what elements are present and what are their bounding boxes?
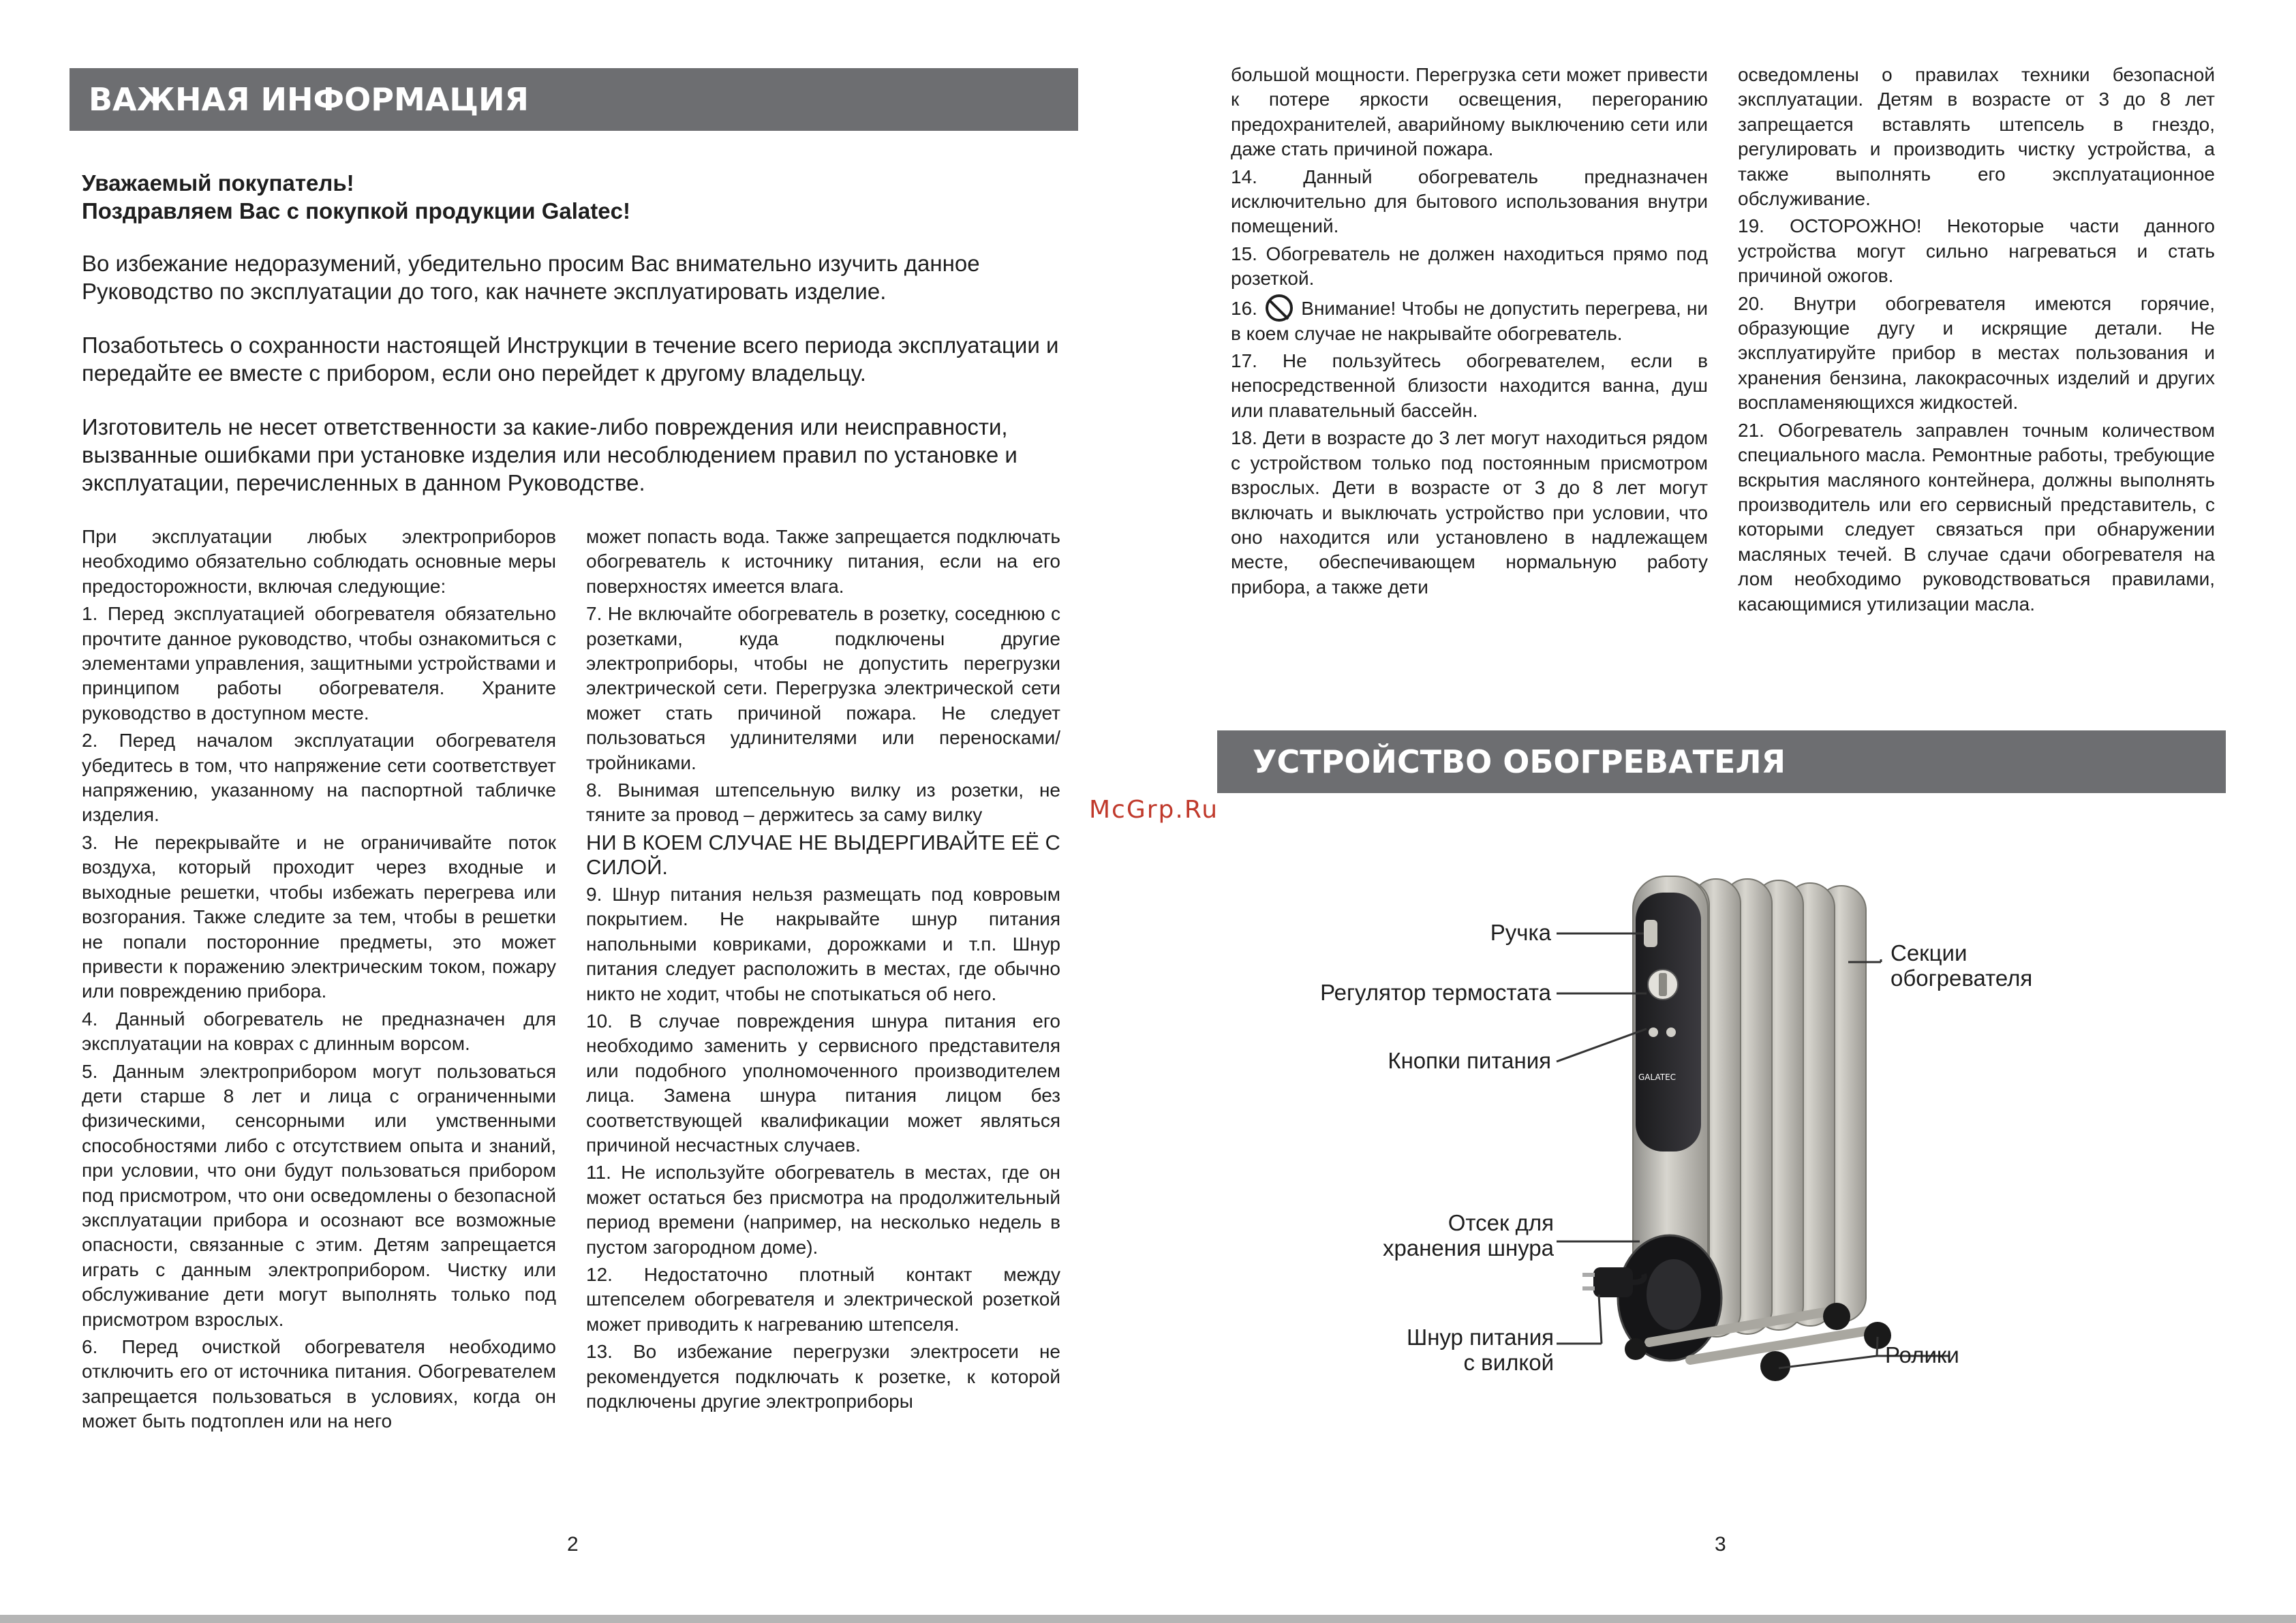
- no-cover-icon: [1266, 294, 1293, 322]
- page-number-right: 3: [1715, 1533, 1726, 1556]
- paragraph: 14. Данный обогреватель предназначен исключительно для бытового использования внутри помещений.: [1231, 166, 1708, 237]
- label-thermostat: [1240, 980, 1551, 1005]
- paragraph-item-16: [1231, 294, 1708, 346]
- paragraph: При эксплуатации любых электроприборов необходимо обязательно соблюдать основные меры предосторожности, включая следующие:: [82, 526, 556, 597]
- label-handle: [1363, 920, 1551, 945]
- text-column-3: [1231, 63, 1708, 602]
- paragraph: 13. Во избежание перегрузки электросети не рекомендуется подключать к розетке, к которой подключены другие электроприборы: [586, 1341, 1060, 1412]
- paragraph: осведомлены о правилах техники безопасной эксплуатации. Детям в возрасте от 3 до 8 лет запрещается вставлять штепсель в гнездо, регулировать и производить чистку устройства, а также выполнять его эксплуатационное обслуживание.: [1738, 64, 2215, 210]
- paragraph: 1. Перед эксплуатацией обогревателя обязательно прочтите данное руководство, чтобы ознакомиться с элементами управления, защитными устройствами и принципом работы обогревателя. Храните руководство в доступном месте.: [82, 603, 556, 724]
- paragraph: 15. Обогреватель не должен находиться прямо под розеткой.: [1231, 243, 1708, 290]
- heater-body: [1582, 876, 1891, 1381]
- paragraph: 19. ОСТОРОЖНО! Некоторые части данного устройства могут сильно нагреваться и стать причиной ожогов.: [1738, 215, 2215, 287]
- label-sections: [1891, 940, 2095, 991]
- intro-block: [82, 169, 1063, 523]
- paragraph: 20. Внутри обогревателя имеются горячие, образующие дугу и искрящие детали. Не эксплуатируйте прибор в местах пользования и хранения бензина, лакокрасочных изделий и других воспламеняющихся жидкостей.: [1738, 292, 2215, 414]
- label-rollers: [1885, 1342, 2021, 1367]
- greeting-line-2: Поздравляем Вас с покупкой продукции Galatec!: [82, 198, 630, 223]
- label-sections-line-1: Секции: [1891, 940, 1968, 965]
- item-16-text: Внимание! Чтобы не допустить перегрева, ни в коем случае не накрывайте обогреватель.: [1231, 297, 1709, 344]
- paragraph: 7. Не включайте обогреватель в розетку, соседнюю с розетками, куда подключены другие электроприборы, чтобы не допустить перегрузки электрической сети. Перегрузка электрической сети может стать причиной пожара. Не следует пользоваться удлинителями или переносками/тройниками.: [586, 603, 1060, 773]
- paragraph: 5. Данным электроприбором могут пользоваться дети старше 8 лет и лица с ограниченными физическими, сенсорными или умственными способностями либо с отсутствием опыта и знаний, при условии, что они будут пользоваться прибором под присмотром, что они осведомлены о безопасной эксплуатации прибора и осознают все возможные опасности, связанные с этим. Детям запрещается играть с данным электроприбором. Чистку или обслуживание дети могут выполнять только под присмотром взрослых.: [82, 1060, 556, 1330]
- intro-paragraph-3: Изготовитель не несет ответственности за какие-либо повреждения или неисправности, вызванные ошибками при установке изделия или несоблюдением правил по установке и эксплуатации, перечисленных в данном Руководстве.: [82, 414, 1017, 495]
- watermark: McGrp.Ru: [1089, 796, 1219, 824]
- label-cord-plug-line-2: с вилкой: [1463, 1350, 1554, 1375]
- paragraph: 10. В случае повреждения шнура питания его необходимо заменить у сервисного представителя или подобного уполномоченного производителем лица. Замена шнура питания лицом без соответствующей квалификации может являться причиной несчастных случаев.: [586, 1010, 1060, 1156]
- paragraph: может попасть вода. Также запрещается подключать обогреватель к источнику питания, если на его поверхностях имеется влага.: [586, 526, 1060, 597]
- paragraph: 4. Данный обогреватель не предназначен для эксплуатации на коврах с длинным ворсом.: [82, 1008, 556, 1055]
- label-thermostat-text: Регулятор термостата: [1320, 980, 1551, 1005]
- label-cord-plug-line-1: Шнур питания: [1406, 1325, 1554, 1350]
- right-section-header: УСТРОЙСТВО ОБОГРЕВАТЕЛЯ: [1217, 730, 2226, 793]
- paragraph: 21. Обогреватель заправлен точным количеством специального масла. Ремонтные работы, требующие вскрытия масляного контейнера, должны выполнять производитель или его сервисный представитель, с которыми следует связаться при обнаружении масляных течей. В случае сдачи обогревателя на лом необходимо руководствоваться правилами, касающимися утилизации масла.: [1738, 419, 2215, 615]
- label-cord-storage-line-2: хранения шнура: [1382, 1235, 1554, 1261]
- warning-caps: НИ В КОЕМ СЛУЧАЕ НЕ ВЫДЕРГИВАЙТЕ ЕЁ С СИЛОЙ.: [586, 830, 1060, 879]
- bottom-divider: [0, 1615, 2296, 1623]
- paragraph: 18. Дети в возрасте до 3 лет могут находиться рядом с устройством только под постоянным присмотром взрослых. Дети в возрасте от 3 до 8 лет могут включать и выключать устройство при условии, что оно находится или установлено в надлежащем месте, обеспечивающем нормальную работу прибора, а также дети: [1231, 427, 1708, 598]
- paragraph: большой мощности. Перегрузка сети может привести к потере яркости освещения, перегоранию предохранителей, аварийному выключению сети или даже стать причиной пожара.: [1231, 64, 1708, 160]
- label-cord-plug: [1295, 1325, 1554, 1375]
- paragraph: 3. Не перекрывайте и не ограничивайте поток воздуха, который проходит через входные и выходные решетки, чтобы избежать перегрева или возгорания. Также следите за тем, чтобы в решетки не попали посторонние предметы, это может привести к поражению электрическим током, пожару или повреждению прибора.: [82, 831, 556, 1002]
- paragraph: 8. Вынимая штепсельную вилку из розетки, не тяните за провод – держитесь за саму вилку: [586, 779, 1060, 826]
- intro-paragraph-1: Во избежание недоразумений, убедительно просим Вас внимательно изучить данное Руководство по эксплуатации до того, как начнете эксплуатировать изделие.: [82, 251, 980, 304]
- text-column-4: [1738, 63, 2215, 619]
- paragraph: 9. Шнур питания нельзя размещать под ковровым покрытием. Не накрывайте шнур питания напольными ковриками, дорожками и т.п. Шнур питания следует расположить в местах, где обычно никто не ходит, чтобы не спотыкаться об него.: [586, 883, 1060, 1004]
- label-power-buttons-text: Кнопки питания: [1388, 1048, 1551, 1073]
- text-column-2: [586, 525, 1060, 1417]
- greeting-line-1: Уважаемый покупатель!: [82, 170, 354, 196]
- label-handle-text: Ручка: [1490, 920, 1551, 945]
- label-sections-line-2: обогревателя: [1891, 965, 2033, 991]
- text-column-1: [82, 525, 556, 1437]
- paragraph: 6. Перед очисткой обогревателя необходимо отключить его от источника питания. Обогревателем запрещается пользоваться в условиях, когда он может быть подтоплен или на него: [82, 1336, 556, 1432]
- label-cord-storage-line-1: Отсек для: [1448, 1210, 1554, 1235]
- intro-paragraph-2: Позаботьтесь о сохранности настоящей Инструкции в течение всего периода эксплуатации и передайте ее вместе с прибором, если оно перейдет к другому владельцу.: [82, 333, 1059, 386]
- left-section-header: ВАЖНАЯ ИНФОРМАЦИЯ: [70, 68, 1078, 131]
- device-brand: GALATEC: [1638, 1072, 1677, 1082]
- paragraph: 2. Перед началом эксплуатации обогревателя убедитесь в том, что напряжение сети соответствует напряжению, указанному на паспортной табличке изделия.: [82, 730, 556, 826]
- label-power-buttons: [1295, 1048, 1551, 1073]
- page-number-left: 2: [567, 1533, 579, 1556]
- label-rollers-text: Ролики: [1885, 1342, 1959, 1367]
- label-cord-storage: [1295, 1210, 1554, 1261]
- paragraph: 11. Не используйте обогреватель в местах, где он может остаться без присмотра на продолжительный период времени (например, на несколько недель в пустом загородном доме).: [586, 1162, 1060, 1258]
- greeting: [82, 169, 1063, 225]
- paragraph: 17. Не пользуйтесь обогревателем, если в непосредственной близости находится ванна, душ или плавательный бассейн.: [1231, 350, 1708, 421]
- paragraph: 12. Недостаточно плотный контакт между штепселем обогревателя и электрической розеткой может приводить к нагреванию штепселя.: [586, 1263, 1060, 1335]
- item-16-number: 16.: [1231, 297, 1257, 319]
